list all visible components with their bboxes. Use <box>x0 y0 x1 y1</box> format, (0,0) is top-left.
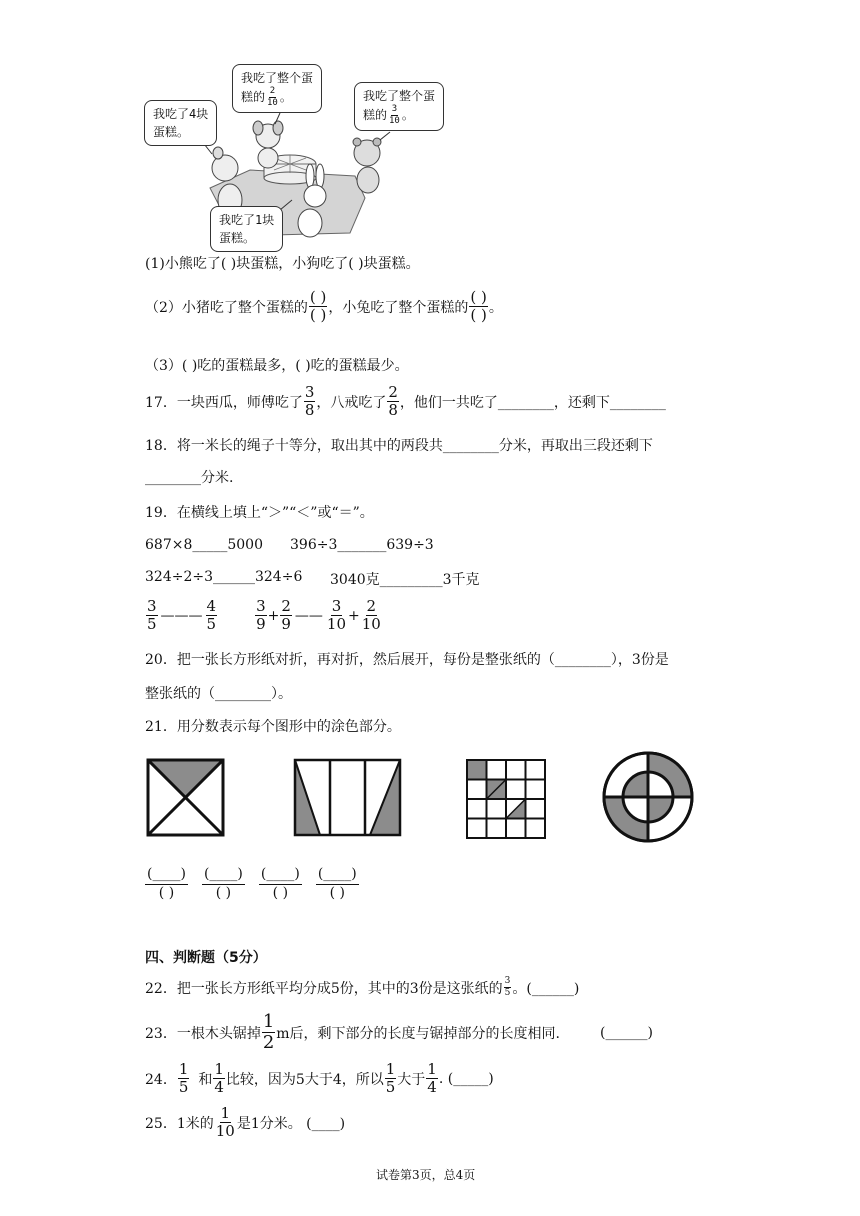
blank-fraction[interactable]: $\frac{( )}{( )}$ <box>309 288 327 324</box>
figure-rectangle-three-parts <box>295 760 400 835</box>
question-18-line2: ________分米. <box>145 470 234 486</box>
q19-row1-b: 396÷3_______639÷3 <box>290 537 434 553</box>
speech-bubble-rabbit: 我吃了1块 蛋糕。 <box>210 206 283 252</box>
question-18-line1: 18．将一米长的绳子十等分，取出其中的两段共________分米，再取出三段还剩下 <box>145 438 653 454</box>
page-footer: 试卷第3页，总4页 <box>376 1168 476 1182</box>
speech-bubble-bear: 我吃了整个蛋 糕的 $\frac{3}{10}$ 。 <box>354 82 444 131</box>
question-24: 24． $\frac{1}{5}$ 和 $\frac{1}{4}$ 比较，因为5大于4，所以 $\frac{1}{5}$ 大于 $\frac{1}{4}$ . (_____) <box>145 1060 494 1096</box>
speech-bubble-dog: 我吃了整个蛋 糕的 $\frac{2}{10}$ 。 <box>232 64 322 113</box>
q16-part2: （2）小猪吃了整个蛋糕的 $\frac{( )}{( )}$ ，小兔吃了整个蛋糕的 $\frac{( )}{( )}$ 。 <box>145 288 503 324</box>
q21-figures <box>140 750 710 845</box>
q19-row2-a: 324÷2÷3______324÷6 <box>145 569 303 585</box>
answer-fraction-3[interactable]: $\frac{(\_\_\_\_)}{( )}$ <box>260 866 300 902</box>
question-20-line2: 整张纸的（________）。 <box>145 686 292 702</box>
q19-row3: $\frac{3}{5}$ ——— $\frac{4}{5}$ $\frac{3}{9}$ + $\frac{2}{9}$ —— $\frac{3}{10}$ + $\frac{2}{10}$ <box>147 597 381 633</box>
question-22: 22．把一张长方形纸平均分成5份，其中的3份是这张纸的 $\frac{3}{5}$ 。(______) <box>145 976 580 998</box>
speech-bubble-pig: 我吃了4块 蛋糕。 <box>144 100 217 146</box>
answer-fraction-4[interactable]: $\frac{(\_\_\_\_)}{( )}$ <box>317 866 357 902</box>
question-20-line1: 20．把一张长方形纸对折，再对折，然后展开，每份是整张纸的（________），3份是 <box>145 652 669 668</box>
answer-fraction-1[interactable]: $\frac{(\_\_\_\_)}{( )}$ <box>147 866 186 902</box>
answer-fraction-2[interactable]: $\frac{(\_\_\_\_)}{( )}$ <box>203 866 243 902</box>
section-heading: 四、判断题（5分） <box>145 950 267 966</box>
question-19-title: 19．在横线上填上“＞”“＜”或“＝”。 <box>145 505 374 521</box>
q21-answer-blanks <box>145 866 373 901</box>
question-21-title: 21．用分数表示每个图形中的涂色部分。 <box>145 719 401 735</box>
q16-part1: (1)小熊吃了( )块蛋糕，小狗吃了( )块蛋糕。 <box>145 256 420 272</box>
figure-ring <box>604 753 692 841</box>
q19-row2-b: 3040克_________3千克 <box>330 572 480 588</box>
figure-grid-4x4 <box>467 760 545 838</box>
question-25: 25．1米的 $\frac{1}{10}$ 是1分米。 (____) <box>145 1104 346 1140</box>
question-23: 23．一根木头锯掉 $\frac{1}{2}$ m后，剩下部分的长度与锯掉部分的长度相同. (______) <box>145 1011 653 1053</box>
question-17: 17．一块西瓜，师傅吃了 $\frac{3}{8}$ ，八戒吃了 $\frac{2}{8}$ ，他们一共吃了________，还剩下________ <box>145 383 666 419</box>
figure-square-diagonals <box>148 760 223 835</box>
blank-fraction[interactable]: $\frac{( )}{( )}$ <box>470 288 487 324</box>
q19-row1-a: 687×8_____5000 <box>145 537 263 553</box>
q16-part3: （3）( )吃的蛋糕最多，( )吃的蛋糕最少。 <box>145 358 409 374</box>
